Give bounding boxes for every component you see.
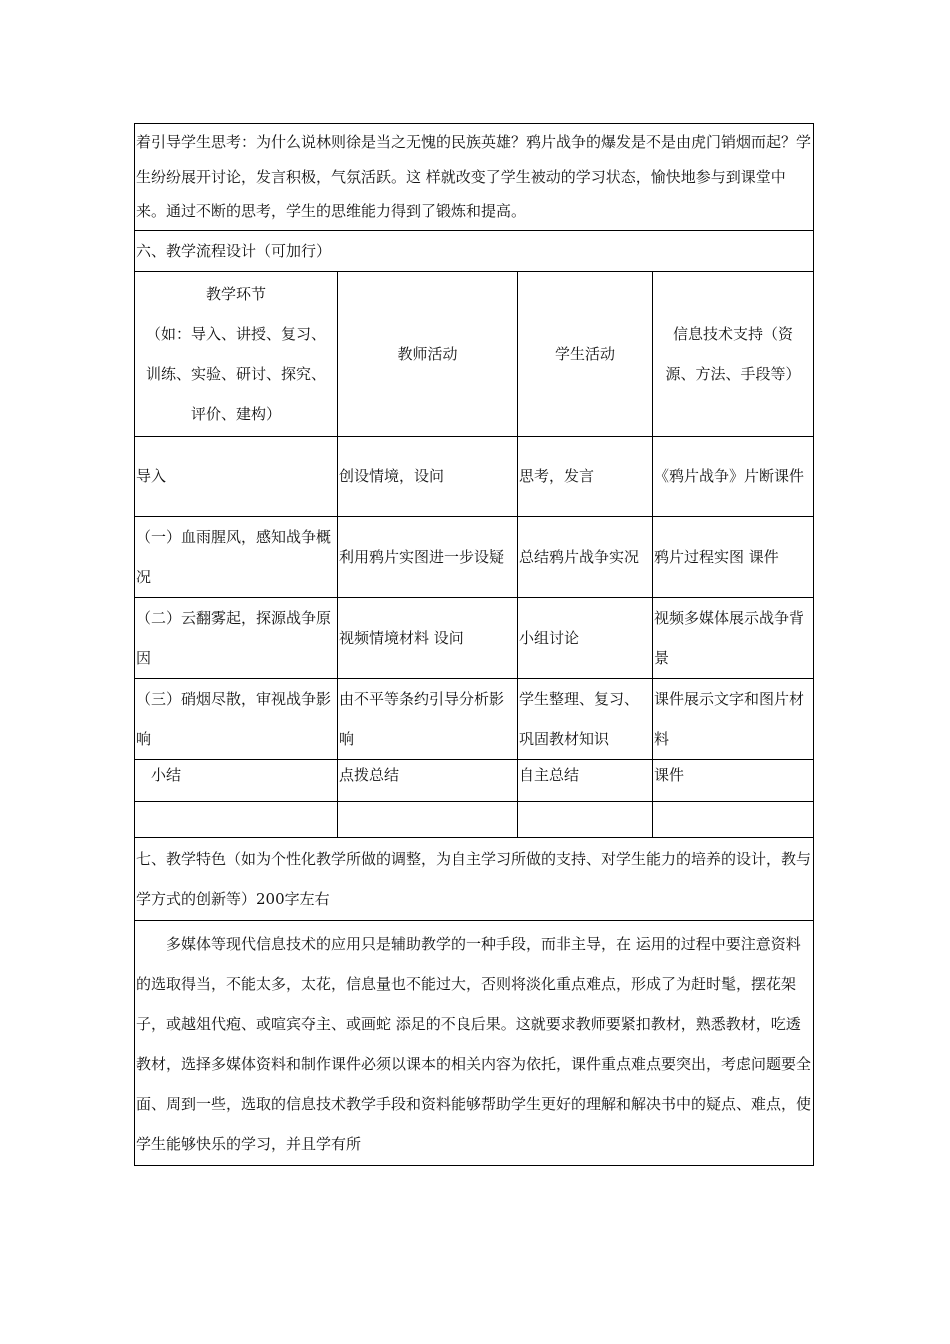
header-stage-line4: 评价、建构） — [190, 404, 281, 423]
row-stage: 导入 — [135, 436, 338, 516]
row-student: 小组讨论 — [518, 597, 653, 678]
row-student — [518, 801, 653, 837]
row-teacher — [338, 801, 518, 837]
row-tech: 课件展示文字和图片材料 — [653, 678, 814, 759]
table-row — [135, 597, 814, 678]
lesson-plan-table — [134, 123, 814, 1166]
header-stage-line1: 教学环节 — [205, 284, 266, 303]
lesson-plan-page — [134, 123, 813, 1166]
section6-title: 六、教学流程设计（可加行） — [135, 230, 814, 271]
row-student: 思考，发言 — [518, 436, 653, 516]
table-row — [135, 516, 814, 597]
row-teacher: 点拨总结 — [338, 759, 518, 801]
row-tech — [653, 801, 814, 837]
row-student: 总结鸦片战争实况 — [518, 516, 653, 597]
header-teacher-activity: 教师活动 — [338, 271, 518, 436]
row-teacher: 创设情境，设问 — [338, 436, 518, 516]
row-teacher: 视频情境材料 设问 — [338, 597, 518, 678]
row-student: 自主总结 — [518, 759, 653, 801]
row-tech: 课件 — [653, 759, 814, 801]
row-stage: （二）云翻雾起，探源战争原因 — [135, 597, 338, 678]
header-stage-line3: 训练、实验、研讨、探究、 — [145, 364, 326, 383]
header-teaching-stage — [135, 271, 338, 436]
row-stage: （一）血雨腥风，感知战争概况 — [135, 516, 338, 597]
row-stage: 小结 — [135, 759, 338, 801]
row-tech: 鸦片过程实图 课件 — [653, 516, 814, 597]
row-tech: 视频多媒体展示战争背景 — [653, 597, 814, 678]
row-student: 学生整理、复习、巩固教材知识 — [518, 678, 653, 759]
table-row — [135, 436, 814, 516]
table-row — [135, 678, 814, 759]
row-teacher: 由不平等条约引导分析影响 — [338, 678, 518, 759]
header-stage-line2: （如：导入、讲授、复习、 — [145, 324, 326, 343]
table-row — [135, 801, 814, 837]
table-row — [135, 759, 814, 801]
row-teacher: 利用鸦片实图进一步设疑 — [338, 516, 518, 597]
row-stage: （三）硝烟尽散，审视战争影响 — [135, 678, 338, 759]
top-paragraph: 着引导学生思考：为什么说林则徐是当之无愧的民族英雄？鸦片战争的爆发是不是由虎门销烟而起？学生纷纷展开讨论，发言积极，气氛活跃。这 样就改变了学生被动的学习状态，愉快地参与到课堂中来。通过不断的思考，学生的思维能力得到了锻炼和提高。 — [135, 124, 814, 231]
row-tech: 《鸦片战争》片断课件 — [653, 436, 814, 516]
header-student-activity: 学生活动 — [518, 271, 653, 436]
row-stage — [135, 801, 338, 837]
section7-title: 七、教学特色（如为个性化教学所做的调整，为自主学习所做的支持、对学生能力的培养的设计，教与学方式的创新等）200字左右 — [135, 837, 814, 920]
header-tech-support: 信息技术支持（资源、方法、手段等） — [653, 271, 814, 436]
section7-body: 多媒体等现代信息技术的应用只是辅助教学的一种手段，而非主导，在 运用的过程中要注意资料的选取得当，不能太多，太花，信息量也不能过大，否则将淡化重点难点，形成了为赶时髦，摆花架子，或越俎代疱、或喧宾夺主、或画蛇 添足的不良后果。这就要求教师要紧扣教材，熟悉教材，吃透教材，选择多媒体资料和制作课件必须以课本的相关内容为依托，课件重点难点要突出，考虑问题要全 面、周到一些，选取的信息技术教学手段和资料能够帮助学生更好的理解和解决书中的疑点、难点，使学生能够快乐的学习，并且学有所 — [135, 920, 814, 1165]
